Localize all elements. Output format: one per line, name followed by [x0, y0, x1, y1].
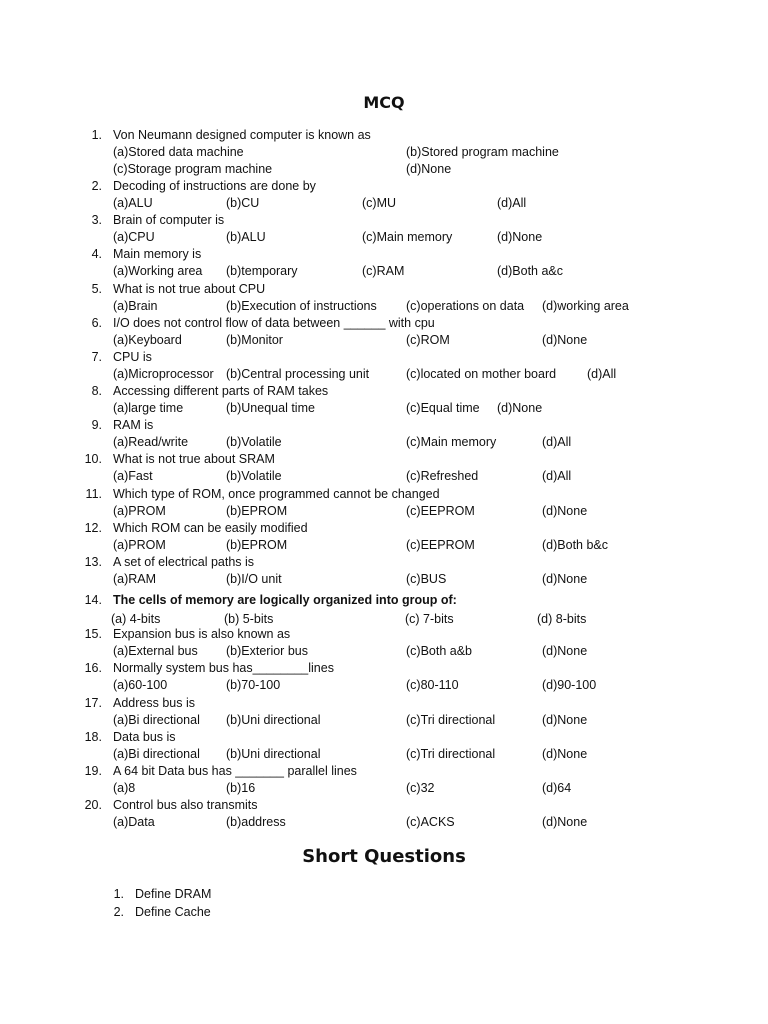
answer-option: (c)ROM — [406, 333, 450, 347]
answer-option: (c)EEPROM — [406, 538, 475, 552]
answer-option: (c) 7-bits — [405, 612, 454, 626]
question-text: RAM is — [113, 418, 154, 432]
question-number: 3. — [91, 213, 102, 227]
answer-option: (a)Microprocessor — [113, 367, 214, 381]
answer-option: (b)70-100 — [226, 678, 281, 692]
answer-option: (b)I/O unit — [226, 572, 282, 586]
question-text: What is not true about CPU — [113, 282, 266, 296]
answer-option: (b)Uni directional — [226, 713, 321, 727]
answer-option: (c)ACKS — [406, 815, 455, 829]
answer-option: (b)temporary — [226, 264, 298, 278]
answer-option: (b)Volatile — [226, 435, 282, 449]
question-text: Accessing different parts of RAM takes — [113, 384, 329, 398]
question-number: 16. — [84, 661, 102, 675]
question-text: Von Neumann designed computer is known as — [113, 128, 371, 142]
answer-option: (d)None — [542, 747, 588, 761]
question-text: Which ROM can be easily modified — [113, 521, 308, 535]
question-number: 10. — [84, 452, 102, 466]
answer-option: (b)Central processing unit — [226, 367, 370, 381]
answer-option: (d)None — [542, 644, 588, 658]
question-number: 6. — [91, 316, 102, 330]
question-number: 15. — [84, 627, 102, 641]
answer-option: (a)large time — [113, 401, 184, 415]
answer-option: (a)Bi directional — [113, 747, 200, 761]
question-number: 1. — [91, 128, 102, 142]
answer-option: (b)EPROM — [226, 538, 288, 552]
answer-option: (a)External bus — [113, 644, 198, 658]
answer-option: (a)Working area — [113, 264, 203, 278]
answer-option: (d)None — [542, 333, 588, 347]
answer-option: (b)CU — [226, 196, 260, 210]
answer-option: (b)Execution of instructions — [226, 299, 377, 313]
question-text: Data bus is — [113, 730, 176, 744]
answer-option: (c)80-110 — [406, 678, 459, 692]
answer-option: (c)Storage program machine — [113, 162, 273, 176]
answer-option: (b)EPROM — [226, 504, 288, 518]
question-number: 12. — [84, 521, 102, 535]
answer-option: (a)Keyboard — [113, 333, 182, 347]
answer-option: (d)All — [542, 469, 572, 483]
answer-option: (d)All — [542, 435, 572, 449]
answer-option: (c)Tri directional — [406, 747, 496, 761]
mcq-title: MCQ — [363, 93, 405, 112]
question-text: I/O does not control flow of data between ______ with cpu — [113, 316, 435, 330]
answer-option: (a)Read/write — [113, 435, 189, 449]
question-number: 5. — [91, 282, 102, 296]
answer-option: (c)Refreshed — [406, 469, 479, 483]
answer-option: (c)Main memory — [406, 435, 497, 449]
question-text: Decoding of instructions are done by — [113, 179, 316, 193]
short-question-text: Define DRAM — [135, 887, 212, 901]
answer-option: (c)Both a&b — [406, 644, 473, 658]
answer-option: (d)None — [542, 815, 588, 829]
answer-option: (b)Uni directional — [226, 747, 321, 761]
question-text: Control bus also transmits — [113, 798, 258, 812]
answer-option: (a)PROM — [113, 504, 166, 518]
answer-option: (d)90-100 — [542, 678, 597, 692]
answer-option: (d)None — [542, 713, 588, 727]
question-text: A set of electrical paths is — [113, 555, 255, 569]
answer-option: (a)Brain — [113, 299, 158, 313]
answer-option: (d)None — [406, 162, 452, 176]
question-text: Normally system bus has________lines — [113, 661, 334, 675]
answer-option: (b)Volatile — [226, 469, 282, 483]
short-question-number: 2. — [113, 905, 124, 919]
answer-option: (b)Stored program machine — [406, 145, 559, 159]
question-text: Which type of ROM, once programmed cannot be changed — [113, 487, 440, 501]
question-number: 9. — [91, 418, 102, 432]
answer-option: (b)Exterior bus — [226, 644, 308, 658]
question-text: CPU is — [113, 350, 152, 364]
question-number: 14. — [84, 593, 102, 607]
answer-option: (a)RAM — [113, 572, 157, 586]
answer-option: (a)Fast — [113, 469, 153, 483]
answer-option: (d)Both b&c — [542, 538, 609, 552]
question-number: 19. — [84, 764, 102, 778]
answer-option: (d)None — [542, 504, 588, 518]
answer-option: (c)Equal time — [406, 401, 480, 415]
answer-option: (a)Stored data machine — [113, 145, 244, 159]
answer-option: (b)Unequal time — [226, 401, 315, 415]
answer-option: (b)Monitor — [226, 333, 283, 347]
answer-option: (d)All — [587, 367, 617, 381]
answer-option: (c)Main memory — [362, 230, 453, 244]
answer-option: (a)PROM — [113, 538, 166, 552]
question-text: A 64 bit Data bus has _______ parallel lines — [113, 764, 357, 778]
answer-option: (a)CPU — [113, 230, 155, 244]
answer-option: (a)60-100 — [113, 678, 168, 692]
question-number: 13. — [84, 555, 102, 569]
answer-option: (b) 5-bits — [224, 612, 274, 626]
question-number: 7. — [91, 350, 102, 364]
short-questions-title: Short Questions — [302, 846, 466, 867]
question-text: The cells of memory are logically organized into group of: — [113, 593, 457, 607]
question-number: 17. — [84, 696, 102, 710]
answer-option: (a)Bi directional — [113, 713, 200, 727]
answer-option: (d)None — [542, 572, 588, 586]
answer-option: (c)MU — [362, 196, 397, 210]
answer-option: (b)ALU — [226, 230, 266, 244]
answer-option: (c)RAM — [362, 264, 405, 278]
short-question-text: Define Cache — [135, 905, 211, 919]
answer-option: (d)64 — [542, 781, 572, 795]
question-number: 18. — [84, 730, 102, 744]
answer-option: (d)working area — [542, 299, 629, 313]
question-number: 20. — [84, 798, 102, 812]
answer-option: (a)ALU — [113, 196, 153, 210]
question-number: 11. — [85, 487, 102, 501]
answer-option: (d) 8-bits — [537, 612, 587, 626]
answer-option: (a) 4-bits — [111, 612, 161, 626]
question-text: Address bus is — [113, 696, 195, 710]
question-text: Main memory is — [113, 247, 202, 261]
answer-option: (d)All — [497, 196, 527, 210]
answer-option: (a)8 — [113, 781, 136, 795]
answer-option: (c)Tri directional — [406, 713, 496, 727]
short-question-number: 1. — [113, 887, 124, 901]
question-number: 8. — [91, 384, 102, 398]
question-number: 2. — [91, 179, 102, 193]
answer-option: (c)EEPROM — [406, 504, 475, 518]
answer-option: (b)16 — [226, 781, 256, 795]
question-text: Expansion bus is also known as — [113, 627, 291, 641]
answer-option: (b)address — [226, 815, 286, 829]
question-number: 4. — [91, 247, 102, 261]
answer-option: (c)located on mother board — [406, 367, 557, 381]
answer-option: (c)BUS — [406, 572, 447, 586]
question-text: Brain of computer is — [113, 213, 225, 227]
answer-option: (d)Both a&c — [497, 264, 564, 278]
answer-option: (a)Data — [113, 815, 155, 829]
question-text: What is not true about SRAM — [113, 452, 275, 466]
answer-option: (c)operations on data — [406, 299, 525, 313]
answer-option: (d)None — [497, 230, 543, 244]
answer-option: (c)32 — [406, 781, 435, 795]
answer-option: (d)None — [497, 401, 543, 415]
